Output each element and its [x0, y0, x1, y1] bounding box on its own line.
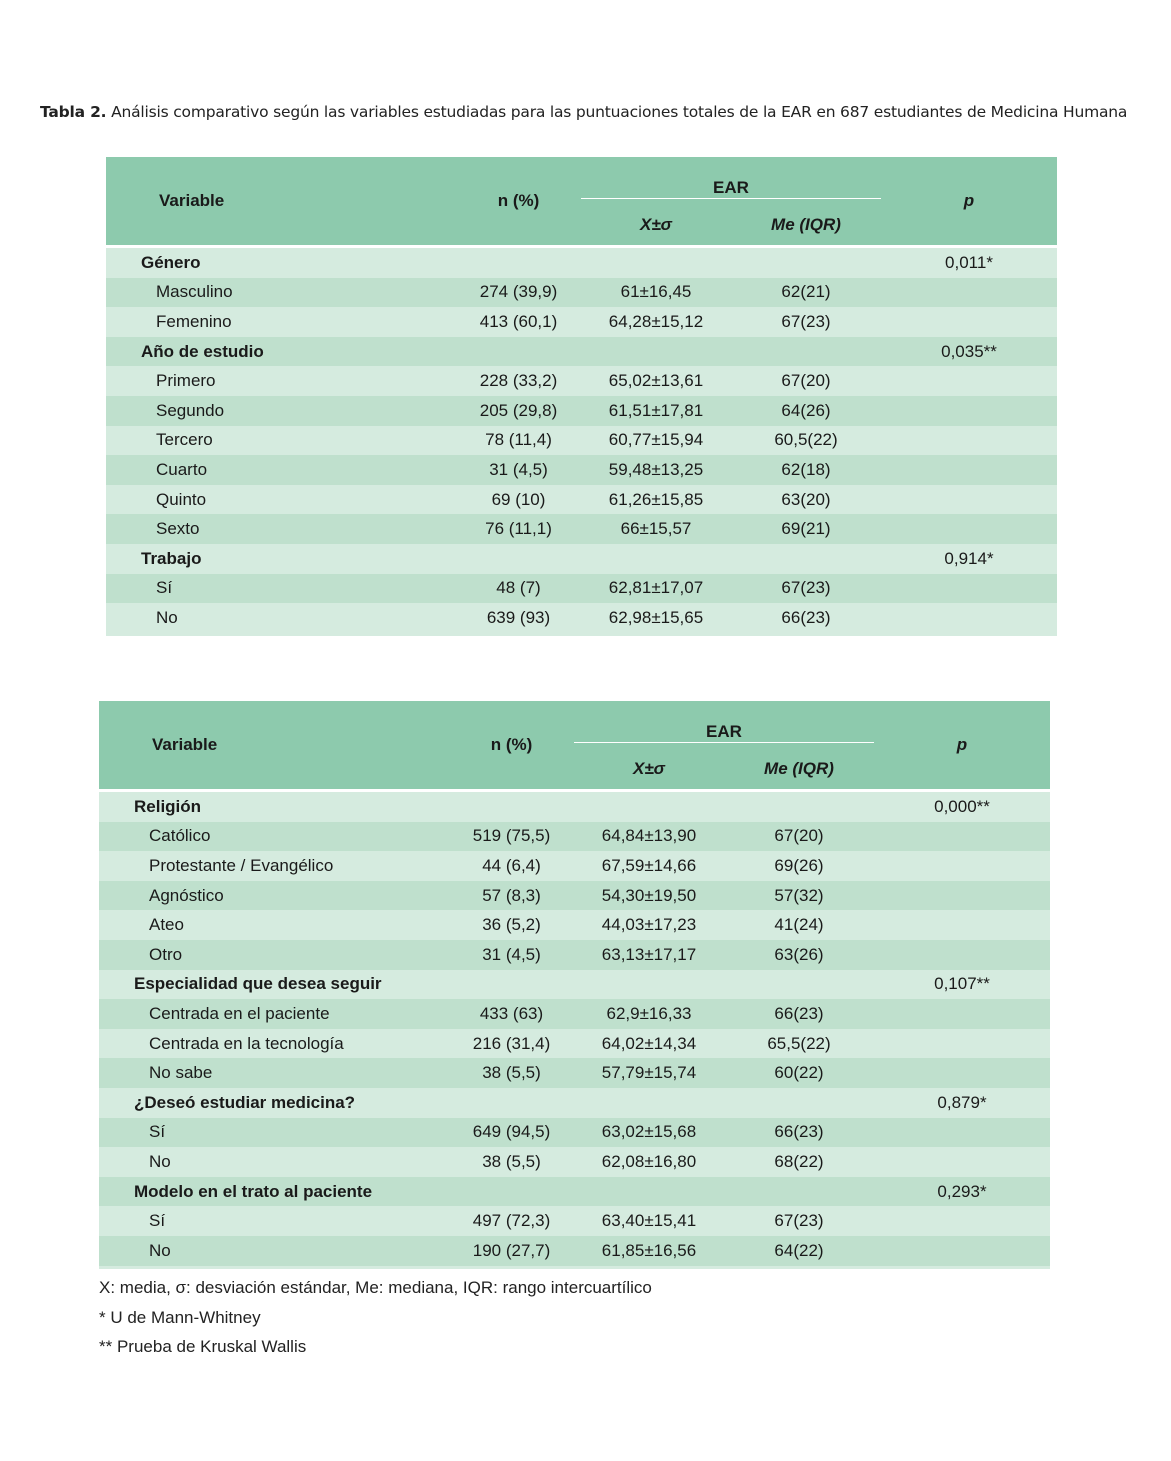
table-bottom-strip — [99, 1266, 1050, 1269]
bottom-cell — [456, 633, 581, 636]
row-median: 67(23) — [724, 1206, 874, 1236]
row-median: 41(24) — [724, 910, 874, 940]
table-row — [99, 1206, 1050, 1236]
header-n: n (%) — [456, 157, 581, 245]
row-label: Primero — [106, 366, 456, 396]
row-median: 64(22) — [724, 1236, 874, 1266]
row-p — [874, 881, 1050, 911]
table-caption — [40, 103, 1127, 121]
row-label: No — [106, 603, 456, 633]
bottom-cell — [574, 1266, 724, 1269]
group-median — [731, 337, 881, 367]
row-label: No sabe — [99, 1058, 449, 1088]
row-n: 36 (5,2) — [449, 910, 574, 940]
group-n — [456, 544, 581, 574]
footnotes — [99, 1273, 652, 1362]
row-n: 190 (27,7) — [449, 1236, 574, 1266]
row-median: 66(23) — [731, 603, 881, 633]
row-n: 433 (63) — [449, 999, 574, 1029]
row-label: Cuarto — [106, 455, 456, 485]
table-row — [99, 999, 1050, 1029]
row-mean: 64,28±15,12 — [581, 307, 731, 337]
group-label: Especialidad que desea seguir — [99, 970, 449, 1000]
row-p — [881, 366, 1057, 396]
row-p — [881, 278, 1057, 308]
bottom-cell — [449, 1266, 574, 1269]
row-p — [874, 910, 1050, 940]
table-row — [99, 881, 1050, 911]
row-label: Femenino — [106, 307, 456, 337]
row-mean: 64,84±13,90 — [574, 822, 724, 852]
row-mean: 60,77±15,94 — [581, 426, 731, 456]
row-n: 228 (33,2) — [456, 366, 581, 396]
group-p-value: 0,000** — [874, 792, 1050, 822]
row-mean: 59,48±13,25 — [581, 455, 731, 485]
group-median — [731, 248, 881, 278]
row-mean: 61,85±16,56 — [574, 1236, 724, 1266]
row-label: Sí — [106, 574, 456, 604]
group-p-value: 0,107** — [874, 970, 1050, 1000]
row-mean: 62,98±15,65 — [581, 603, 731, 633]
row-median: 60,5(22) — [731, 426, 881, 456]
group-n — [449, 970, 574, 1000]
row-mean: 64,02±14,34 — [574, 1029, 724, 1059]
bottom-cell — [581, 633, 731, 636]
row-n: 519 (75,5) — [449, 822, 574, 852]
row-p — [874, 1029, 1050, 1059]
row-n: 649 (94,5) — [449, 1118, 574, 1148]
row-median: 66(23) — [724, 1118, 874, 1148]
row-n: 216 (31,4) — [449, 1029, 574, 1059]
header-mean: X±σ — [574, 749, 724, 789]
row-n: 413 (60,1) — [456, 307, 581, 337]
table-row — [99, 851, 1050, 881]
header-median: Me (IQR) — [724, 749, 874, 789]
row-label: Católico — [99, 822, 449, 852]
row-n: 31 (4,5) — [449, 940, 574, 970]
row-mean: 54,30±19,50 — [574, 881, 724, 911]
row-mean: 65,02±13,61 — [581, 366, 731, 396]
row-p — [881, 574, 1057, 604]
row-mean: 62,81±17,07 — [581, 574, 731, 604]
group-mean — [581, 248, 731, 278]
group-label: Religión — [99, 792, 449, 822]
group-label: ¿Deseó estudiar medicina? — [99, 1088, 449, 1118]
group-label: Modelo en el trato al paciente — [99, 1177, 449, 1207]
row-mean: 66±15,57 — [581, 514, 731, 544]
caption-label: Tabla 2. — [40, 103, 107, 121]
row-label: Segundo — [106, 396, 456, 426]
table-row — [106, 574, 1057, 604]
table-2 — [99, 701, 1050, 1269]
bottom-cell — [99, 1266, 449, 1269]
group-row — [106, 337, 1057, 367]
row-n: 31 (4,5) — [456, 455, 581, 485]
row-median: 65,5(22) — [724, 1029, 874, 1059]
table-row — [106, 396, 1057, 426]
header-ear-label: EAR — [574, 722, 874, 743]
row-label: No — [99, 1147, 449, 1177]
row-p — [881, 307, 1057, 337]
row-p — [874, 1058, 1050, 1088]
group-mean — [574, 1177, 724, 1207]
group-n — [449, 792, 574, 822]
row-mean: 62,08±16,80 — [574, 1147, 724, 1177]
row-n: 38 (5,5) — [449, 1147, 574, 1177]
row-median: 62(18) — [731, 455, 881, 485]
group-mean — [581, 337, 731, 367]
row-p — [874, 1206, 1050, 1236]
group-row — [106, 248, 1057, 278]
group-label: Trabajo — [106, 544, 456, 574]
table-row — [106, 307, 1057, 337]
group-row — [99, 1177, 1050, 1207]
table-row — [106, 603, 1057, 633]
group-median — [724, 1177, 874, 1207]
row-label: Agnóstico — [99, 881, 449, 911]
table-1-body — [106, 245, 1057, 636]
table-2-body — [99, 789, 1050, 1269]
header-n: n (%) — [449, 701, 574, 789]
group-row — [99, 970, 1050, 1000]
row-p — [874, 999, 1050, 1029]
group-p-value: 0,914* — [881, 544, 1057, 574]
header-mean: X±σ — [581, 205, 731, 245]
row-median: 69(21) — [731, 514, 881, 544]
row-median: 62(21) — [731, 278, 881, 308]
row-median: 66(23) — [724, 999, 874, 1029]
row-label: No — [99, 1236, 449, 1266]
group-mean — [581, 544, 731, 574]
row-p — [881, 485, 1057, 515]
header-ear — [574, 701, 874, 749]
table-row — [99, 910, 1050, 940]
group-median — [724, 1088, 874, 1118]
table-row — [99, 822, 1050, 852]
row-n: 497 (72,3) — [449, 1206, 574, 1236]
group-label: Género — [106, 248, 456, 278]
table-row — [106, 455, 1057, 485]
row-mean: 67,59±14,66 — [574, 851, 724, 881]
row-n: 205 (29,8) — [456, 396, 581, 426]
table-row — [106, 366, 1057, 396]
bottom-cell — [874, 1266, 1050, 1269]
row-p — [874, 940, 1050, 970]
table-row — [106, 426, 1057, 456]
row-median: 63(26) — [724, 940, 874, 970]
row-median: 60(22) — [724, 1058, 874, 1088]
group-p-value: 0,879* — [874, 1088, 1050, 1118]
row-median: 67(20) — [724, 822, 874, 852]
row-n: 76 (11,1) — [456, 514, 581, 544]
caption-text: Análisis comparativo según las variables estudiadas para las puntuaciones totales de la EAR en 687 estudiantes de Medicina Humana — [106, 103, 1128, 121]
header-p: p — [881, 157, 1057, 245]
group-p-value: 0,293* — [874, 1177, 1050, 1207]
header-p: p — [874, 701, 1050, 789]
row-mean: 44,03±17,23 — [574, 910, 724, 940]
row-label: Sí — [99, 1206, 449, 1236]
row-n: 44 (6,4) — [449, 851, 574, 881]
table-row — [99, 1147, 1050, 1177]
footnote-kruskal-wallis: ** Prueba de Kruskal Wallis — [99, 1337, 307, 1356]
row-median: 67(23) — [731, 574, 881, 604]
row-median: 57(32) — [724, 881, 874, 911]
row-median: 69(26) — [724, 851, 874, 881]
group-n — [456, 337, 581, 367]
row-mean: 61,51±17,81 — [581, 396, 731, 426]
row-n: 38 (5,5) — [449, 1058, 574, 1088]
header-ear-label: EAR — [581, 178, 881, 199]
row-p — [881, 455, 1057, 485]
group-median — [724, 970, 874, 1000]
footnote-mann-whitney: * U de Mann-Whitney — [99, 1307, 261, 1327]
row-label: Centrada en la tecnología — [99, 1029, 449, 1059]
bottom-cell — [881, 633, 1057, 636]
row-n: 274 (39,9) — [456, 278, 581, 308]
table-bottom-strip — [106, 633, 1057, 636]
header-variable: Variable — [106, 157, 456, 245]
row-n: 57 (8,3) — [449, 881, 574, 911]
row-p — [881, 514, 1057, 544]
row-mean: 62,9±16,33 — [574, 999, 724, 1029]
row-label: Ateo — [99, 910, 449, 940]
row-n: 78 (11,4) — [456, 426, 581, 456]
row-label: Quinto — [106, 485, 456, 515]
table-row — [99, 1058, 1050, 1088]
row-label: Masculino — [106, 278, 456, 308]
bottom-cell — [724, 1266, 874, 1269]
row-label: Protestante / Evangélico — [99, 851, 449, 881]
row-label: Tercero — [106, 426, 456, 456]
table-row — [99, 1029, 1050, 1059]
group-mean — [574, 1088, 724, 1118]
table-row — [99, 1236, 1050, 1266]
row-label: Otro — [99, 940, 449, 970]
row-label: Centrada en el paciente — [99, 999, 449, 1029]
row-label: Sí — [99, 1118, 449, 1148]
group-n — [456, 248, 581, 278]
row-mean: 63,02±15,68 — [574, 1118, 724, 1148]
row-median: 67(23) — [731, 307, 881, 337]
group-mean — [574, 792, 724, 822]
row-mean: 61,26±15,85 — [581, 485, 731, 515]
header-variable: Variable — [99, 701, 449, 789]
row-median: 63(20) — [731, 485, 881, 515]
group-row — [106, 544, 1057, 574]
bottom-cell — [731, 633, 881, 636]
group-n — [449, 1088, 574, 1118]
group-row — [99, 792, 1050, 822]
group-label: Año de estudio — [106, 337, 456, 367]
row-median: 68(22) — [724, 1147, 874, 1177]
row-n: 69 (10) — [456, 485, 581, 515]
table-row — [99, 1118, 1050, 1148]
row-p — [874, 1147, 1050, 1177]
header-median: Me (IQR) — [731, 205, 881, 245]
bottom-cell — [106, 633, 456, 636]
row-label: Sexto — [106, 514, 456, 544]
row-median: 67(20) — [731, 366, 881, 396]
footnote-abbreviations: X: media, σ: desviación estándar, Me: mediana, IQR: rango intercuartílico — [99, 1278, 652, 1297]
row-mean: 63,40±15,41 — [574, 1206, 724, 1236]
group-mean — [574, 970, 724, 1000]
table-row — [106, 485, 1057, 515]
row-p — [874, 1118, 1050, 1148]
table-row — [99, 940, 1050, 970]
header-ear — [581, 157, 881, 205]
group-median — [731, 544, 881, 574]
row-mean: 61±16,45 — [581, 278, 731, 308]
row-median: 64(26) — [731, 396, 881, 426]
row-p — [874, 822, 1050, 852]
group-n — [449, 1177, 574, 1207]
row-p — [874, 1236, 1050, 1266]
group-p-value: 0,035** — [881, 337, 1057, 367]
table-row — [106, 278, 1057, 308]
group-p-value: 0,011* — [881, 248, 1057, 278]
table-row — [106, 514, 1057, 544]
group-median — [724, 792, 874, 822]
row-p — [881, 426, 1057, 456]
group-row — [99, 1088, 1050, 1118]
table-1 — [106, 157, 1057, 636]
row-n: 639 (93) — [456, 603, 581, 633]
row-n: 48 (7) — [456, 574, 581, 604]
row-mean: 63,13±17,17 — [574, 940, 724, 970]
row-mean: 57,79±15,74 — [574, 1058, 724, 1088]
row-p — [881, 603, 1057, 633]
row-p — [881, 396, 1057, 426]
row-p — [874, 851, 1050, 881]
